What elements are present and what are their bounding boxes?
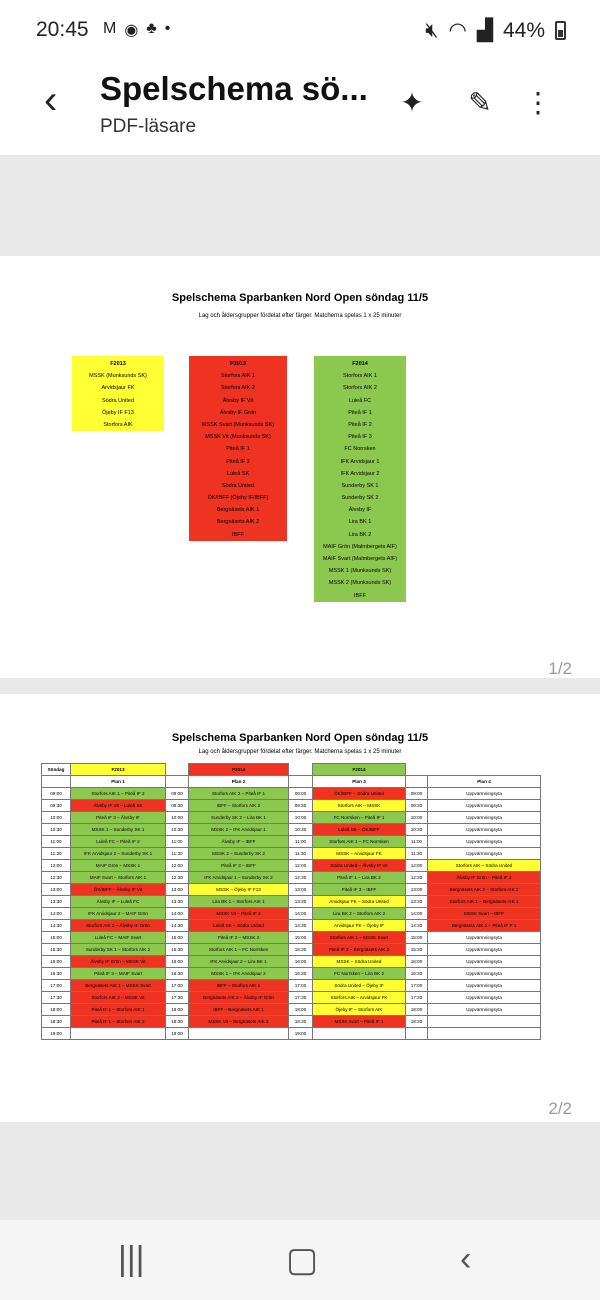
table-row (42, 1004, 541, 1016)
group-header: F2014 (352, 361, 368, 367)
match-cell: Uppvärmningsyta (428, 956, 541, 968)
match-cell: FC Norrsken – Piteå IF 1 (313, 812, 406, 824)
time-cell: 16:00 (406, 956, 428, 968)
time-cell: 10:30 (289, 824, 313, 836)
table-row (42, 860, 541, 872)
table-row (42, 944, 541, 956)
team-name: Piteå IF 1 (348, 409, 372, 416)
team-name: MAIF Grön (Malmbergets AIF) (323, 543, 397, 550)
match-cell: Luleå SK – ÖK/IBFF (313, 824, 406, 836)
match-cell: Älvsby IF Vit – Luleå SK (71, 800, 166, 812)
time-cell: 13:30 (166, 896, 189, 908)
time-cell: 17:00 (406, 980, 428, 992)
time-cell: 14:00 (42, 908, 71, 920)
time-cell: 14:00 (406, 908, 428, 920)
team-name: Arvidsjaur FK (101, 385, 135, 392)
match-cell: MSSK Svart – IBFF (428, 908, 541, 920)
plan-header: Plan 4 (428, 776, 541, 788)
match-cell: Storfors AIK 1 – Bergnäsets AIK 1 (428, 896, 541, 908)
match-cell: Uppvärmningsyta (428, 980, 541, 992)
time-cell: 13:30 (289, 896, 313, 908)
table-row (42, 836, 541, 848)
time-cell (406, 1028, 428, 1040)
time-cell: 15:30 (406, 944, 428, 956)
team-name: Storfors AIK 1 (221, 373, 255, 380)
table-row (42, 968, 541, 980)
time-cell: 18:30 (42, 1016, 71, 1028)
team-name: IFK Arvidsjaur 1 (340, 458, 380, 465)
match-cell: MSSK 1 – Sunderby SK 1 (71, 824, 166, 836)
time-cell: 17:30 (42, 992, 71, 1004)
match-cell: Sunderby SK 1 – Storfors AIK 2 (71, 944, 166, 956)
match-cell: Storfors AIK – Arvidsjaur FK (313, 992, 406, 1004)
match-cell: Storfors AIK 1 – Piteå IF 2 (71, 788, 166, 800)
spacer-cell (166, 764, 189, 776)
battery-level: 44% (502, 18, 545, 42)
table-row (42, 764, 541, 776)
table-row (42, 824, 541, 836)
match-cell: ÖK/IBFF – Älvsby IF Vit (71, 884, 166, 896)
time-cell: 15:30 (42, 944, 71, 956)
team-name: MAIF Svart (Malmbergets AIF) (322, 556, 398, 562)
team-name: Luleå FC (348, 397, 372, 404)
time-cell: 14:30 (406, 920, 428, 932)
match-cell: Storfors AIK 1 – FC Norrsken (189, 944, 289, 956)
time-cell: 17:00 (166, 980, 189, 992)
pdf-page-2 (0, 694, 600, 1122)
match-cell: Storfors AIK – MSSK (313, 800, 406, 812)
time-cell: 10:30 (166, 824, 189, 836)
table-row (42, 872, 541, 884)
time-cell: 14:00 (289, 908, 313, 920)
match-cell: Uppvärmningsyta (428, 800, 541, 812)
table-row (42, 956, 541, 968)
table-row (42, 788, 541, 800)
time-cell: 09:30 (42, 800, 71, 812)
table-row (42, 884, 541, 896)
time-cell: 11:00 (289, 836, 313, 848)
team-name: MSSK (Munksunds SK) (89, 373, 147, 380)
plan-header: Plan 2 (189, 776, 289, 788)
match-cell: Lira BK 1 – Storfors AIK 1 (189, 896, 289, 908)
team-name: Sunderby SK 2 (341, 495, 379, 502)
back-nav-icon[interactable]: ‹ (460, 1240, 472, 1278)
match-cell: Bergnäsets AIK 1 – Piteå IF P 1 (428, 920, 541, 932)
time-cell: 10:30 (406, 824, 428, 836)
team-name: Älvsby IF Vit (222, 397, 254, 404)
spacer-cell (289, 776, 313, 788)
time-cell: 10:00 (42, 812, 71, 824)
match-cell: Bergnäsets AIK 1 – MSSK Svart (71, 980, 166, 992)
time-cell: 13:30 (406, 896, 428, 908)
team-name: Bergnäsets AIK 1 (216, 507, 260, 514)
match-cell: Bergnäsets AIK 2 – Storfors AIK 2 (428, 884, 541, 896)
time-cell: 17:00 (42, 980, 71, 992)
team-name: Sunderby SK 1 (341, 482, 379, 489)
table-row (42, 908, 541, 920)
time-cell: 18:30 (406, 1016, 428, 1028)
time-cell: 12:30 (406, 872, 428, 884)
match-cell: Storfors AIK 2 – Älvsby IF Grön (71, 920, 166, 932)
time-cell: 12:30 (166, 872, 189, 884)
time-cell: 14:00 (166, 908, 189, 920)
home-icon[interactable]: ▢ (286, 1241, 319, 1279)
spacer-cell (289, 764, 313, 776)
match-cell: IBFF – Storfors AIK 2 (189, 800, 289, 812)
table-row (42, 812, 541, 824)
match-cell: Piteå IF 2 – MSSK 2 (189, 932, 289, 944)
match-cell: Lira BK 2 – Storfors AIK 2 (313, 908, 406, 920)
match-cell (71, 1028, 166, 1040)
status-time: 20:45 (36, 18, 89, 41)
table-row (42, 1016, 541, 1028)
team-name: Södra United (221, 482, 255, 489)
match-cell: MSSK 1 – IFK Arvidsjaur 2 (189, 968, 289, 980)
table-row (42, 896, 541, 908)
match-cell (428, 1028, 541, 1040)
page-title: Spelschema Sparbanken Nord Open söndag 11/5 (171, 292, 429, 304)
recent-apps-icon[interactable]: ||| (118, 1240, 145, 1278)
match-cell: MSSK svart – Piteå IF 1 (313, 1016, 406, 1028)
time-cell: 14:30 (166, 920, 189, 932)
match-cell: Uppvärmningsyta (428, 788, 541, 800)
match-cell: MAIF Grön – MSSK 1 (71, 860, 166, 872)
time-cell: 14:30 (42, 920, 71, 932)
time-cell: 09:30 (406, 800, 428, 812)
time-cell: 11:00 (166, 836, 189, 848)
pdf-page-1 (0, 256, 600, 678)
team-name: Piteå IF 1 (226, 446, 250, 453)
match-cell: Luleå FC – Piteå IF 2 (71, 836, 166, 848)
time-cell: 19:00 (42, 1028, 71, 1040)
team-name: MSSK Vit (Munksunds SK) (205, 434, 271, 441)
day-label: Söndag (42, 764, 71, 776)
time-cell: 18:00 (42, 1004, 71, 1016)
time-cell: 16:00 (42, 956, 71, 968)
match-cell: Uppvärmningsyta (428, 932, 541, 944)
time-cell: 18:30 (166, 1016, 189, 1028)
group-label: F2013 (71, 764, 166, 776)
team-name: MSSK Svart (Munksunds SK) (201, 421, 275, 428)
page-number: 2/2 (548, 1099, 572, 1118)
match-cell: Uppvärmningsyta (428, 848, 541, 860)
time-cell: 18:00 (289, 1004, 313, 1016)
match-cell: Piteå IF 3 – IBFF (189, 860, 289, 872)
time-cell: 19:00 (289, 1028, 313, 1040)
plan-header: Plan 1 (71, 776, 166, 788)
page-number: 1/2 (548, 659, 572, 678)
gmail-icon: M (103, 20, 117, 37)
match-cell: Sunderby SK 2 – Lira BK 1 (189, 812, 289, 824)
table-row (42, 1028, 541, 1040)
page-subtitle: Lag och åldersgrupper fördelat efter färger. Matcherna spelas 1 x 25 minuter (198, 749, 402, 755)
match-cell: IBFF – Bergnäsets AIK 1 (189, 1004, 289, 1016)
match-cell: Uppvärmningsyta (428, 1004, 541, 1016)
time-cell: 15:30 (289, 944, 313, 956)
edit-icon[interactable]: ✎ (468, 86, 492, 118)
time-cell: 10:00 (406, 812, 428, 824)
match-cell: IFK Arvidsjaur 2 – Lira BK 1 (189, 956, 289, 968)
match-cell: Luleå SK – Södra United (189, 920, 289, 932)
back-arrow-icon[interactable]: ‹ (44, 78, 58, 122)
team-name: Piteå IF 2 (226, 458, 250, 465)
match-cell: MSSK – Södra United (313, 956, 406, 968)
time-cell: 16:30 (166, 968, 189, 980)
dot-icon: • (164, 20, 171, 37)
team-name: Storfors AIK (103, 421, 133, 428)
time-cell: 09:00 (289, 788, 313, 800)
team-group-p2013 (189, 356, 287, 541)
match-cell: Uppvärmningsyta (428, 812, 541, 824)
team-group-f2013 (72, 356, 164, 431)
signal-icon: ▟ (476, 19, 493, 42)
match-cell: FC Norrsken – Lira BK 2 (313, 968, 406, 980)
match-cell: Bergnäsets AIK 2 – Älvsby IF Grön (189, 992, 289, 1004)
match-cell (189, 1028, 289, 1040)
team-name: Bergnäsets AIK 2 (216, 519, 260, 526)
status-bar (0, 0, 600, 60)
page-subtitle: Lag och åldersgrupper fördelat efter färger. Matcherna spelas 1 x 25 minuter (198, 313, 402, 319)
time-cell: 10:00 (289, 812, 313, 824)
team-name: MSSK 2 (Munksunds SK) (328, 580, 392, 587)
time-cell: 18:00 (166, 1004, 189, 1016)
match-cell: MAIF Svart – Storfors AIK 1 (71, 872, 166, 884)
mute-icon: 🔇︎ (425, 18, 439, 42)
match-cell: Storfors AIK 2 – Piteå IF 1 (189, 788, 289, 800)
time-cell: 12:00 (42, 860, 71, 872)
match-cell: Storfors AIK 2 – MSSK Vit (71, 992, 166, 1004)
time-cell: 12:00 (289, 860, 313, 872)
match-cell: IBFF – Storfors AIK 1 (189, 980, 289, 992)
match-cell: Piteå IF 3 – IBFF (313, 884, 406, 896)
match-cell: Storfors AIK 1 – FC Norrsken (313, 836, 406, 848)
match-cell: Uppvärmningsyta (428, 992, 541, 1004)
spacer-cell (406, 776, 428, 788)
match-cell: Piteå IF 2 – Bergnäsets AIK 2 (313, 944, 406, 956)
time-cell: 11:30 (406, 848, 428, 860)
team-name: Storfors AIK 2 (343, 385, 377, 392)
messenger-icon: ◉ (124, 22, 139, 39)
spacer-cell (166, 776, 189, 788)
time-cell: 18:30 (289, 1016, 313, 1028)
app-bar (0, 60, 600, 155)
match-cell: MSSK Vit – Piteå IF 2 (189, 908, 289, 920)
match-cell: Södra United – Älvsby IF Vit (313, 860, 406, 872)
time-cell: 11:30 (166, 848, 189, 860)
time-cell: 15:00 (42, 932, 71, 944)
team-name: Storfors AIK 2 (221, 385, 255, 392)
time-cell: 10:00 (166, 812, 189, 824)
time-cell: 09:00 (406, 788, 428, 800)
match-cell: Älvsby IF Grön – MSSK Vit (71, 956, 166, 968)
schedule-table (41, 763, 541, 1040)
table-row (42, 992, 541, 1004)
match-cell: MSSK Vit – Bergnäsets AIK 2 (189, 1016, 289, 1028)
page-title: Spelschema Sparbanken Nord Open söndag 11/5 (171, 732, 429, 744)
match-cell: Storfors AIK 1 – MSSK Svart (313, 932, 406, 944)
match-cell: Piteå IF 1 – Storfors AIK 1 (71, 1004, 166, 1016)
time-cell: 13:00 (166, 884, 189, 896)
match-cell: Arvidsjaur FK – Södra United (313, 896, 406, 908)
time-cell: 18:00 (406, 1004, 428, 1016)
time-cell: 16:00 (289, 956, 313, 968)
team-name: Lira BK 1 (348, 519, 372, 526)
match-cell: Luleå FC – MAIF Svart (71, 932, 166, 944)
table-row (42, 932, 541, 944)
time-cell: 13:00 (289, 884, 313, 896)
group-label: P2013 (189, 764, 289, 776)
notification-icons (103, 20, 170, 40)
match-cell: Piteå IF 1 – Storfors AIK 2 (71, 1016, 166, 1028)
match-cell: IFK Arvidsjaur 2 – Sunderby SK 1 (71, 848, 166, 860)
time-cell: 15:00 (166, 932, 189, 944)
match-cell (428, 1016, 541, 1028)
team-name: FC Norrsken (344, 446, 376, 453)
table-row (42, 776, 541, 788)
match-cell: Piteå IF 3 – MAIF Svart (71, 968, 166, 980)
snapchat-icon: ♣ (146, 20, 157, 37)
time-cell: 15:00 (406, 932, 428, 944)
time-cell: 12:30 (289, 872, 313, 884)
time-cell: 12:00 (406, 860, 428, 872)
match-cell: Storfors AIK – Södra United (428, 860, 541, 872)
group-header: F2013 (110, 361, 126, 367)
time-cell: 16:30 (42, 968, 71, 980)
plan-header: Plan 3 (313, 776, 406, 788)
time-cell: 11:00 (406, 836, 428, 848)
navigation-bar (0, 1220, 600, 1300)
time-cell: 16:00 (166, 956, 189, 968)
match-cell: MSSK – Arvidsjaur FK (313, 848, 406, 860)
match-cell: Piteå IF 3 – Älvsby IF (71, 812, 166, 824)
team-name: Storfors AIK 1 (343, 373, 377, 380)
team-name: IBFF (232, 531, 244, 538)
time-cell: 17:30 (166, 992, 189, 1004)
match-cell: IFK Arvidsjaur 1 – Sunderby SK 2 (189, 872, 289, 884)
app-subtitle: PDF-läsare (100, 116, 197, 137)
time-cell: 09:30 (289, 800, 313, 812)
team-name: Älvsby IF (348, 507, 372, 514)
time-cell: 17:00 (289, 980, 313, 992)
team-name: Luleå SK (226, 470, 250, 477)
match-cell: Arvidsjaur FK – Öjeby IF (313, 920, 406, 932)
group-label: F2014 (313, 764, 406, 776)
more-options-icon[interactable]: ⋮ (524, 86, 552, 118)
spacer-cell (428, 764, 541, 776)
document-title: Spelschema sö... (100, 70, 368, 107)
team-name: ÖK/IBFF (Öjeby IF/IBFF) (207, 495, 269, 502)
time-cell: 14:30 (289, 920, 313, 932)
team-name: Södra United (101, 397, 135, 404)
time-cell: 15:00 (289, 932, 313, 944)
match-cell: Uppvärmningsyta (428, 824, 541, 836)
time-cell: 11:00 (42, 836, 71, 848)
time-cell: 09:00 (166, 788, 189, 800)
table-row (42, 800, 541, 812)
spacer-cell (406, 764, 428, 776)
time-cell: 09:30 (166, 800, 189, 812)
match-cell: Älvsby IF – IBFF (189, 836, 289, 848)
time-cell: 10:30 (42, 824, 71, 836)
table-row (42, 848, 541, 860)
match-cell: Uppvärmningsyta (428, 968, 541, 980)
match-cell: Uppvärmningsyta (428, 836, 541, 848)
match-cell: Södra United – Öjeby IF (313, 980, 406, 992)
time-cell: 11:30 (289, 848, 313, 860)
team-group-f2014 (314, 356, 406, 602)
team-name: Piteå IF 2 (348, 421, 372, 428)
match-cell: ÖK/IBFF – Södra United (313, 788, 406, 800)
time-cell: 16:30 (289, 968, 313, 980)
time-cell: 13:30 (42, 896, 71, 908)
team-name: IFK Arvidsjaur 2 (340, 470, 380, 477)
match-cell: Piteå IF 1 – Lira BK 2 (313, 872, 406, 884)
match-cell: MSSK 2 – IFK Arvidsjaur 1 (189, 824, 289, 836)
ai-sparkle-icon[interactable]: ✦ (400, 86, 424, 118)
match-cell (313, 1028, 406, 1040)
spacer-cell (42, 776, 71, 788)
group-header: P2013 (230, 361, 246, 367)
table-row (42, 980, 541, 992)
time-cell: 12:30 (42, 872, 71, 884)
team-name: MSSK 1 (Munksunds SK) (328, 568, 392, 575)
time-cell: 19:00 (166, 1028, 189, 1040)
table-row (42, 920, 541, 932)
battery-icon (555, 21, 566, 40)
wifi-icon: ◠ (448, 19, 467, 42)
match-cell: Öjeby IF – Storfors AIK (313, 1004, 406, 1016)
time-cell: 15:30 (166, 944, 189, 956)
match-cell: MSSK 2 – Sunderby SK 2 (189, 848, 289, 860)
match-cell: Älvsby IF Grön – Piteå IF 2 (428, 872, 541, 884)
time-cell: 09:00 (42, 788, 71, 800)
match-cell: MSSK – Öjeby IF F13 (189, 884, 289, 896)
time-cell: 11:30 (42, 848, 71, 860)
team-name: Piteå IF 3 (348, 434, 372, 441)
time-cell: 16:30 (406, 968, 428, 980)
team-name: Lira BK 2 (348, 531, 372, 538)
team-name: IBFF (354, 592, 366, 599)
team-name: Öjeby IF F13 (102, 409, 134, 416)
time-cell: 12:00 (166, 860, 189, 872)
match-cell: IFK Arvidsjaur 2 – MAIF Grön (71, 908, 166, 920)
match-cell: Älvsby IF – Luleå FC (71, 896, 166, 908)
time-cell: 17:30 (289, 992, 313, 1004)
team-name: Älvsby IF Grön (219, 409, 257, 416)
match-cell: Uppvärmningsyta (428, 944, 541, 956)
time-cell: 17:30 (406, 992, 428, 1004)
time-cell: 13:00 (42, 884, 71, 896)
time-cell: 13:00 (406, 884, 428, 896)
